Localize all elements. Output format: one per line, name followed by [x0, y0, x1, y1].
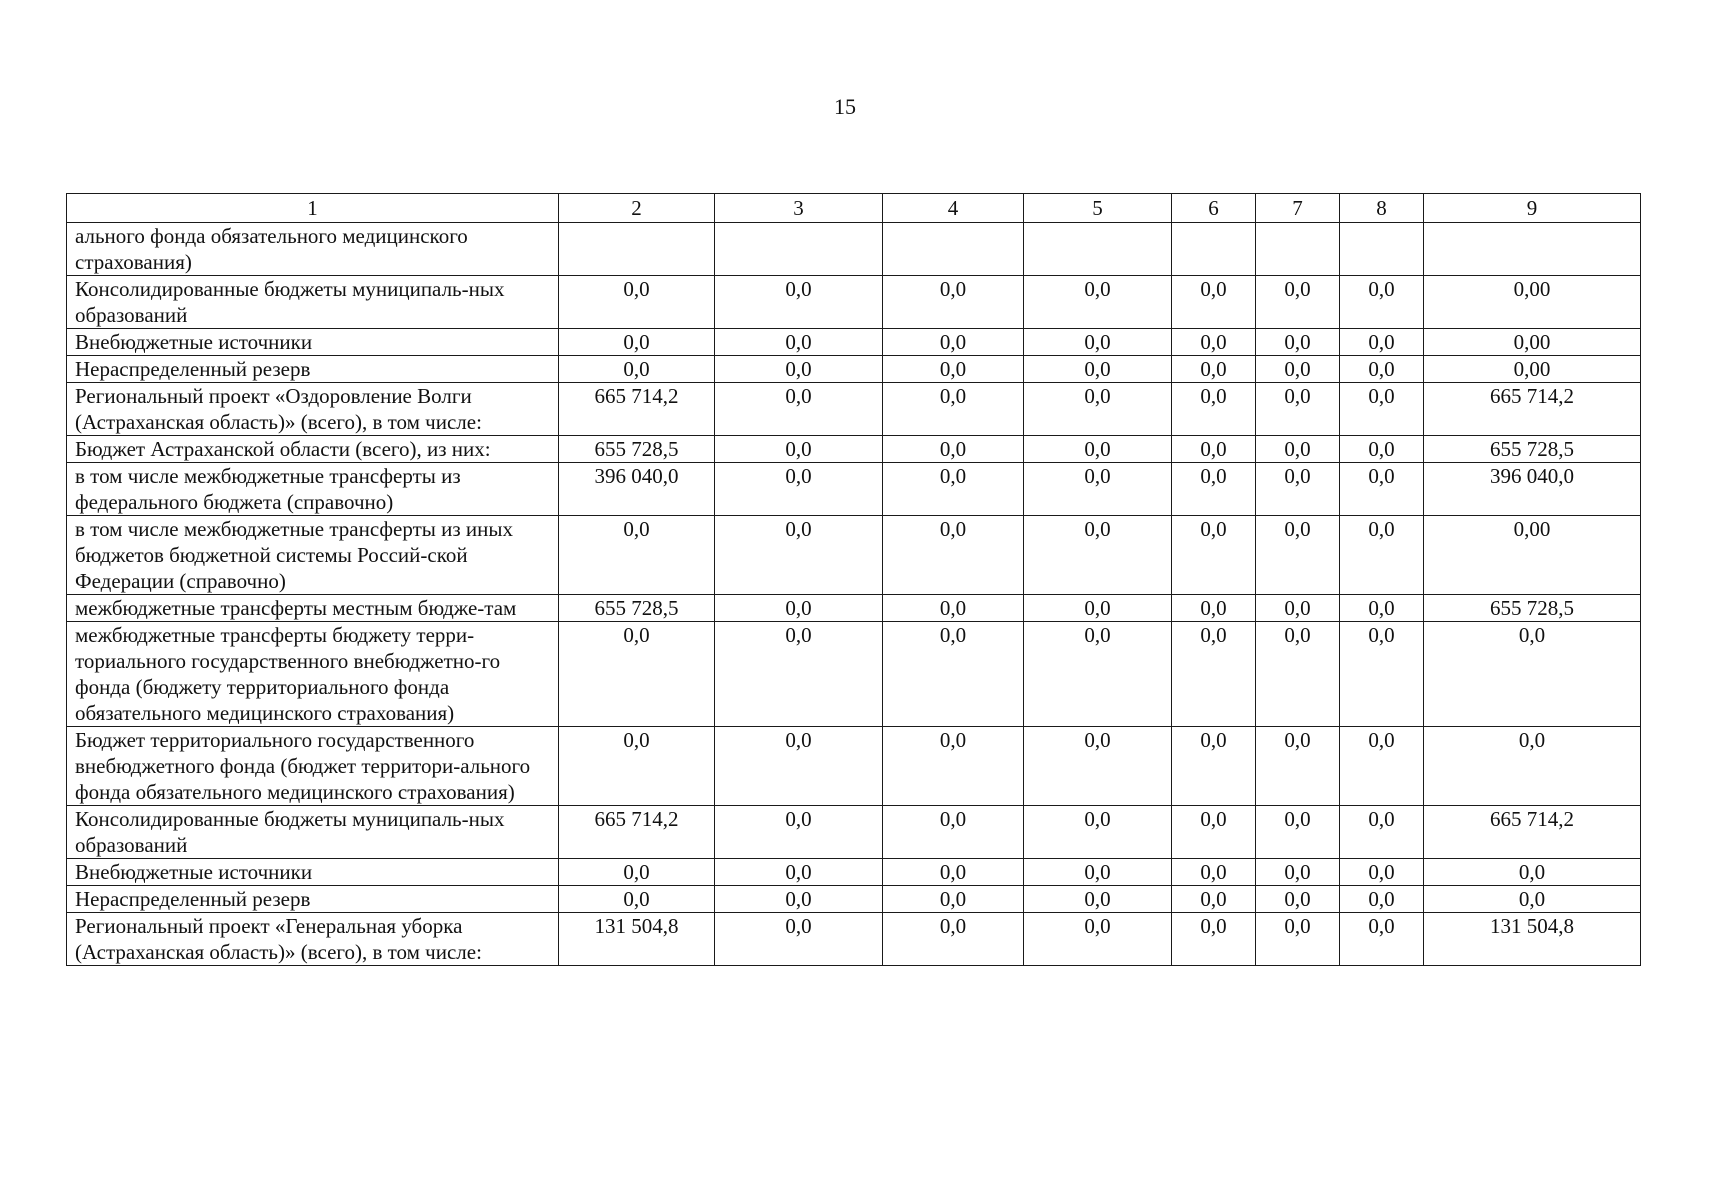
value-cell-col-7: 0,0 [1256, 329, 1340, 356]
value-cell-col-4: 0,0 [883, 356, 1024, 383]
value-cell-col-7: 0,0 [1256, 727, 1340, 806]
value-cell-col-5: 0,0 [1024, 622, 1172, 727]
value-cell-col-9 [1424, 223, 1641, 276]
value-cell-col-3: 0,0 [715, 859, 883, 886]
value-cell-col-2: 0,0 [559, 886, 715, 913]
budget-table [66, 193, 1641, 966]
value-cell-col-5: 0,0 [1024, 859, 1172, 886]
value-cell-col-6: 0,0 [1172, 859, 1256, 886]
value-cell-col-5: 0,0 [1024, 276, 1172, 329]
column-header-3: 3 [715, 194, 883, 223]
header-row [67, 194, 1641, 223]
table-row [67, 276, 1641, 329]
value-cell-col-8 [1340, 223, 1424, 276]
row-label: Региональный проект «Генеральная уборка (Астраханская область)» (всего), в том числе: [67, 913, 559, 966]
value-cell-col-4 [883, 223, 1024, 276]
row-label: межбюджетные трансферты бюджету терри-ториального государственного внебюджетно-го фонда (бюджету территориального фонда обязательного медицинского страхования) [67, 622, 559, 727]
value-cell-col-4: 0,0 [883, 383, 1024, 436]
value-cell-col-2: 0,0 [559, 859, 715, 886]
table-row [67, 595, 1641, 622]
table-row [67, 886, 1641, 913]
value-cell-col-4: 0,0 [883, 463, 1024, 516]
row-label: в том числе межбюджетные трансферты из иных бюджетов бюджетной системы Россий-ской Федерации (справочно) [67, 516, 559, 595]
table-row [67, 622, 1641, 727]
value-cell-col-9: 0,00 [1424, 329, 1641, 356]
value-cell-col-5: 0,0 [1024, 436, 1172, 463]
value-cell-col-7: 0,0 [1256, 886, 1340, 913]
row-label: Консолидированные бюджеты муниципаль-ных образований [67, 276, 559, 329]
value-cell-col-9: 0,0 [1424, 727, 1641, 806]
value-cell-col-9: 0,0 [1424, 859, 1641, 886]
value-cell-col-8: 0,0 [1340, 913, 1424, 966]
table-row [67, 356, 1641, 383]
value-cell-col-8: 0,0 [1340, 622, 1424, 727]
column-header-8: 8 [1340, 194, 1424, 223]
value-cell-col-4: 0,0 [883, 436, 1024, 463]
value-cell-col-4: 0,0 [883, 806, 1024, 859]
table-row [67, 516, 1641, 595]
value-cell-col-7: 0,0 [1256, 516, 1340, 595]
value-cell-col-3: 0,0 [715, 516, 883, 595]
value-cell-col-8: 0,0 [1340, 463, 1424, 516]
value-cell-col-8: 0,0 [1340, 595, 1424, 622]
value-cell-col-4: 0,0 [883, 622, 1024, 727]
value-cell-col-7: 0,0 [1256, 859, 1340, 886]
row-label: Региональный проект «Оздоровление Волги (Астраханская область)» (всего), в том числе: [67, 383, 559, 436]
value-cell-col-2: 665 714,2 [559, 806, 715, 859]
value-cell-col-2: 396 040,0 [559, 463, 715, 516]
value-cell-col-5: 0,0 [1024, 383, 1172, 436]
value-cell-col-3: 0,0 [715, 329, 883, 356]
value-cell-col-3: 0,0 [715, 622, 883, 727]
table-row [67, 913, 1641, 966]
value-cell-col-2: 0,0 [559, 516, 715, 595]
table-row [67, 436, 1641, 463]
row-label: ального фонда обязательного медицинского страхования) [67, 223, 559, 276]
value-cell-col-7: 0,0 [1256, 595, 1340, 622]
value-cell-col-3: 0,0 [715, 886, 883, 913]
value-cell-col-5: 0,0 [1024, 463, 1172, 516]
row-label: Консолидированные бюджеты муниципаль-ных образований [67, 806, 559, 859]
table-row [67, 806, 1641, 859]
value-cell-col-7: 0,0 [1256, 913, 1340, 966]
value-cell-col-5: 0,0 [1024, 886, 1172, 913]
value-cell-col-7: 0,0 [1256, 276, 1340, 329]
value-cell-col-4: 0,0 [883, 727, 1024, 806]
value-cell-col-3 [715, 223, 883, 276]
value-cell-col-8: 0,0 [1340, 276, 1424, 329]
value-cell-col-2: 0,0 [559, 727, 715, 806]
value-cell-col-2: 131 504,8 [559, 913, 715, 966]
value-cell-col-4: 0,0 [883, 859, 1024, 886]
value-cell-col-3: 0,0 [715, 806, 883, 859]
value-cell-col-8: 0,0 [1340, 516, 1424, 595]
value-cell-col-7: 0,0 [1256, 806, 1340, 859]
value-cell-col-8: 0,0 [1340, 886, 1424, 913]
row-label: Нераспределенный резерв [67, 886, 559, 913]
value-cell-col-9: 0,00 [1424, 356, 1641, 383]
value-cell-col-5: 0,0 [1024, 516, 1172, 595]
column-header-4: 4 [883, 194, 1024, 223]
value-cell-col-9: 0,0 [1424, 622, 1641, 727]
page-number: 15 [834, 94, 856, 119]
value-cell-col-2: 0,0 [559, 356, 715, 383]
value-cell-col-7: 0,0 [1256, 622, 1340, 727]
value-cell-col-8: 0,0 [1340, 383, 1424, 436]
value-cell-col-9: 655 728,5 [1424, 436, 1641, 463]
value-cell-col-3: 0,0 [715, 276, 883, 329]
value-cell-col-9: 0,00 [1424, 516, 1641, 595]
value-cell-col-5: 0,0 [1024, 595, 1172, 622]
value-cell-col-5: 0,0 [1024, 913, 1172, 966]
value-cell-col-6: 0,0 [1172, 806, 1256, 859]
value-cell-col-4: 0,0 [883, 913, 1024, 966]
value-cell-col-6: 0,0 [1172, 913, 1256, 966]
value-cell-col-3: 0,0 [715, 913, 883, 966]
table-row [67, 223, 1641, 276]
value-cell-col-9: 0,00 [1424, 276, 1641, 329]
value-cell-col-7 [1256, 223, 1340, 276]
value-cell-col-6: 0,0 [1172, 463, 1256, 516]
value-cell-col-6: 0,0 [1172, 356, 1256, 383]
value-cell-col-6: 0,0 [1172, 727, 1256, 806]
value-cell-col-5: 0,0 [1024, 727, 1172, 806]
value-cell-col-6: 0,0 [1172, 622, 1256, 727]
value-cell-col-9: 131 504,8 [1424, 913, 1641, 966]
value-cell-col-3: 0,0 [715, 436, 883, 463]
value-cell-col-3: 0,0 [715, 383, 883, 436]
value-cell-col-5 [1024, 223, 1172, 276]
value-cell-col-9: 665 714,2 [1424, 383, 1641, 436]
value-cell-col-9: 655 728,5 [1424, 595, 1641, 622]
value-cell-col-5: 0,0 [1024, 356, 1172, 383]
row-label: Внебюджетные источники [67, 859, 559, 886]
value-cell-col-7: 0,0 [1256, 383, 1340, 436]
value-cell-col-5: 0,0 [1024, 806, 1172, 859]
value-cell-col-6: 0,0 [1172, 516, 1256, 595]
table-row [67, 859, 1641, 886]
value-cell-col-4: 0,0 [883, 886, 1024, 913]
row-label: Бюджет территориального государственного внебюджетного фонда (бюджет территори-ального фонда обязательного медицинского страхования) [67, 727, 559, 806]
value-cell-col-4: 0,0 [883, 516, 1024, 595]
column-header-5: 5 [1024, 194, 1172, 223]
value-cell-col-8: 0,0 [1340, 436, 1424, 463]
table-row [67, 383, 1641, 436]
value-cell-col-9: 665 714,2 [1424, 806, 1641, 859]
column-header-9: 9 [1424, 194, 1641, 223]
value-cell-col-6: 0,0 [1172, 329, 1256, 356]
value-cell-col-5: 0,0 [1024, 329, 1172, 356]
column-header-2: 2 [559, 194, 715, 223]
column-header-7: 7 [1256, 194, 1340, 223]
column-header-6: 6 [1172, 194, 1256, 223]
value-cell-col-2: 0,0 [559, 622, 715, 727]
value-cell-col-4: 0,0 [883, 329, 1024, 356]
row-label: межбюджетные трансферты местным бюдже-там [67, 595, 559, 622]
table-row [67, 463, 1641, 516]
row-label: в том числе межбюджетные трансферты из федерального бюджета (справочно) [67, 463, 559, 516]
value-cell-col-4: 0,0 [883, 595, 1024, 622]
value-cell-col-7: 0,0 [1256, 463, 1340, 516]
value-cell-col-8: 0,0 [1340, 859, 1424, 886]
table-body [67, 223, 1641, 966]
table-row [67, 727, 1641, 806]
column-header-1: 1 [67, 194, 559, 223]
value-cell-col-2: 655 728,5 [559, 436, 715, 463]
value-cell-col-3: 0,0 [715, 356, 883, 383]
value-cell-col-2: 655 728,5 [559, 595, 715, 622]
value-cell-col-8: 0,0 [1340, 806, 1424, 859]
value-cell-col-3: 0,0 [715, 595, 883, 622]
value-cell-col-7: 0,0 [1256, 356, 1340, 383]
table-row [67, 329, 1641, 356]
value-cell-col-3: 0,0 [715, 727, 883, 806]
value-cell-col-6: 0,0 [1172, 595, 1256, 622]
value-cell-col-2: 0,0 [559, 329, 715, 356]
value-cell-col-3: 0,0 [715, 463, 883, 516]
value-cell-col-8: 0,0 [1340, 727, 1424, 806]
row-label: Бюджет Астраханской области (всего), из них: [67, 436, 559, 463]
value-cell-col-2 [559, 223, 715, 276]
value-cell-col-8: 0,0 [1340, 329, 1424, 356]
value-cell-col-2: 665 714,2 [559, 383, 715, 436]
value-cell-col-6: 0,0 [1172, 436, 1256, 463]
value-cell-col-9: 396 040,0 [1424, 463, 1641, 516]
row-label: Нераспределенный резерв [67, 356, 559, 383]
value-cell-col-4: 0,0 [883, 276, 1024, 329]
row-label: Внебюджетные источники [67, 329, 559, 356]
value-cell-col-2: 0,0 [559, 276, 715, 329]
value-cell-col-9: 0,0 [1424, 886, 1641, 913]
value-cell-col-6: 0,0 [1172, 886, 1256, 913]
value-cell-col-6: 0,0 [1172, 276, 1256, 329]
value-cell-col-8: 0,0 [1340, 356, 1424, 383]
value-cell-col-6: 0,0 [1172, 383, 1256, 436]
value-cell-col-7: 0,0 [1256, 436, 1340, 463]
value-cell-col-6 [1172, 223, 1256, 276]
